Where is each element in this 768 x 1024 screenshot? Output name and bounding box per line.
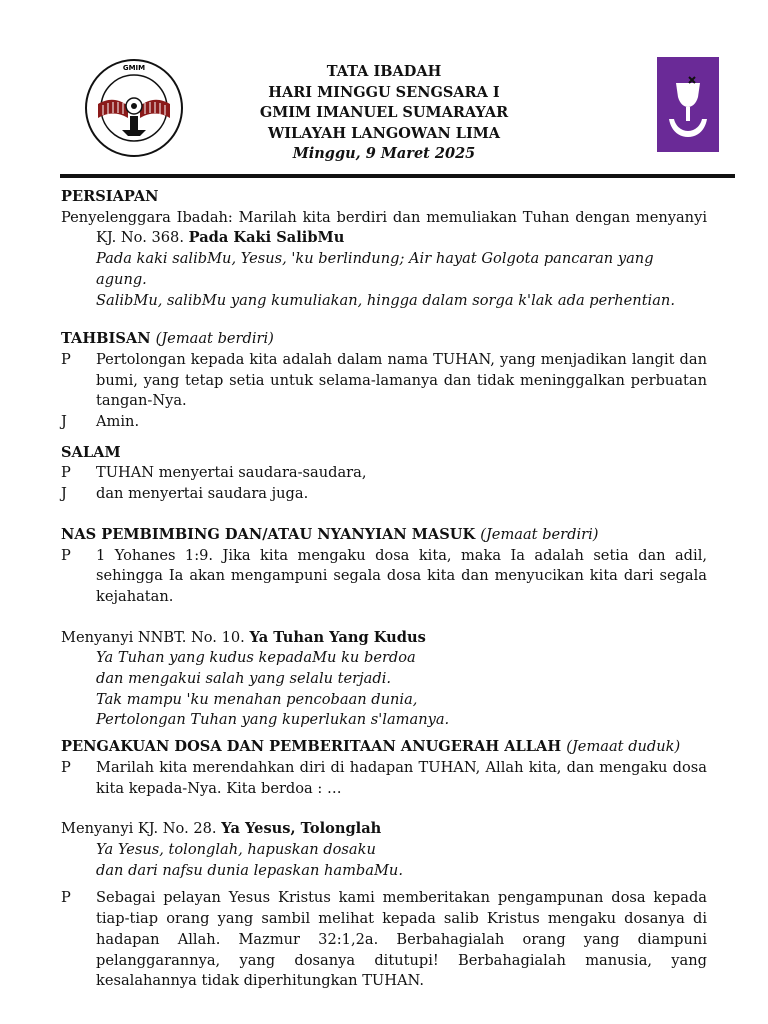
heading-text: PENGAKUAN DOSA DAN PEMBERITAAN ANUGERAH ALLAH xyxy=(61,738,562,756)
chalice-emblem xyxy=(657,57,719,152)
liturgy-row xyxy=(61,888,707,992)
lyric-line: Pada kaki salibMu, Yesus, 'ku berlindung; Air hayat Golgota pancaran yang agung. xyxy=(96,250,654,288)
liturgy-text: Sebagai pelayan Yesus Kristus kami memberitakan pengampunan dosa kepada tiap-tiap orang yang sambil melihat kepada salib Kristus mengaku dosanya di hadapan Allah. Mazmur 32:1,2a. Berbahagialah orang yang diampuni pelanggarannya, yang dosanya ditutupi! Berbahagialah manusia, yang kesalahannya tidak diperhitungkan TUHAN. xyxy=(96,889,707,990)
lyric-line: Tak mampu 'ku menahan pencobaan dunia, xyxy=(96,690,418,708)
heading-note: (Jemaat berdiri) xyxy=(480,525,599,543)
section-heading-salam: SALAM xyxy=(61,443,121,461)
speaker-label: J xyxy=(61,413,67,431)
chalice-icon xyxy=(657,57,719,152)
heading-text: TAHBISAN xyxy=(61,330,151,348)
liturgy-row xyxy=(61,463,707,484)
speaker-label: P xyxy=(61,758,71,776)
lyric-line: Ya Tuhan yang kudus kepadaMu ku berdoa xyxy=(96,649,416,667)
speaker-label: P xyxy=(61,464,71,482)
song-intro-text: Menyanyi NNBT. No. 10. xyxy=(61,628,245,646)
title-line-2: HARI MINGGU SENGSARA I xyxy=(268,83,500,101)
section-heading-pengakuan xyxy=(61,737,707,758)
song-intro xyxy=(61,628,707,649)
liturgy-text: dan menyertai saudara juga. xyxy=(96,485,309,503)
document-header xyxy=(0,0,768,180)
title-block xyxy=(230,62,538,165)
speaker-label: P xyxy=(61,889,71,907)
heading-note: (Jemaat berdiri) xyxy=(155,330,274,348)
liturgy-content xyxy=(61,187,707,992)
header-divider xyxy=(60,174,735,178)
liturgy-row xyxy=(61,546,707,608)
section-heading-persiapan: PERSIAPAN xyxy=(61,188,159,205)
liturgy-text: Pertolongan kepada kita adalah dalam nama TUHAN, yang menjadikan langit dan bumi, yang tetap setia untuk selama-lamanya dan tidak meninggalkan perbuatan tangan-Nya. xyxy=(96,350,707,410)
liturgy-text: 1 Yohanes 1:9. Jika kita mengaku dosa kita, maka Ia adalah setia dan adil, sehingga Ia akan mengampuni segala dosa kita dan menyucikan kita dari segala kejahatan. xyxy=(96,546,707,605)
speaker-label: P xyxy=(61,350,71,368)
persiapan-intro-text: Penyelenggara Ibadah: Marilah kita berdiri dan memuliakan Tuhan dengan menyanyi KJ. No. 368. xyxy=(61,208,707,247)
liturgy-text: Amin. xyxy=(96,413,140,431)
liturgy-text: Marilah kita merendahkan diri di hadapan TUHAN, Allah kita, dan mengaku dosa kita kepada-Nya. Kita berdoa : … xyxy=(96,758,707,797)
heading-note: (Jemaat duduk) xyxy=(566,738,681,756)
liturgy-row xyxy=(61,484,707,505)
section-heading-nas xyxy=(61,525,707,546)
liturgy-row xyxy=(61,412,707,433)
title-line-3: GMIM IMANUEL SUMARAYAR xyxy=(259,104,509,121)
heading-text: NAS PEMBIMBING DAN/ATAU NYANYIAN MASUK xyxy=(61,525,476,543)
liturgy-row xyxy=(61,350,707,412)
persiapan-intro xyxy=(61,208,707,249)
title-line-4: WILAYAH LANGOWAN LIMA xyxy=(267,124,501,142)
lyric-line: dan dari nafsu dunia lepaskan hambaMu. xyxy=(96,861,403,879)
lyric-line: dan mengakui salah yang selalu terjadi. xyxy=(96,670,392,688)
section-heading-tahbisan xyxy=(61,329,707,350)
speaker-label: P xyxy=(61,546,71,564)
gmim-logo xyxy=(84,58,184,158)
speaker-label: J xyxy=(61,485,67,503)
logo-lettering: GMIM xyxy=(122,64,146,72)
lyric-line: SalibMu, salibMu yang kumuliakan, hingga dalam sorga k'lak ada perhentian. xyxy=(96,291,675,309)
song-title: Ya Tuhan Yang Kudus xyxy=(249,628,426,646)
lyric-line: Ya Yesus, tolonglah, hapuskan dosaku xyxy=(96,840,376,858)
lyric-line: Pertolongan Tuhan yang kuperlukan s'lamanya. xyxy=(96,711,450,729)
song-title: Pada Kaki SalibMu xyxy=(188,229,345,247)
song-intro-text: Menyanyi KJ. No. 28. xyxy=(61,820,217,838)
title-line-1: TATA IBADAH xyxy=(326,63,442,80)
song-intro xyxy=(61,819,707,840)
liturgy-row xyxy=(61,758,707,799)
service-date: Minggu, 9 Maret 2025 xyxy=(292,145,476,162)
song-title: Ya Yesus, Tolonglah xyxy=(221,820,382,838)
liturgy-text: TUHAN menyertai saudara-saudara, xyxy=(96,464,367,482)
